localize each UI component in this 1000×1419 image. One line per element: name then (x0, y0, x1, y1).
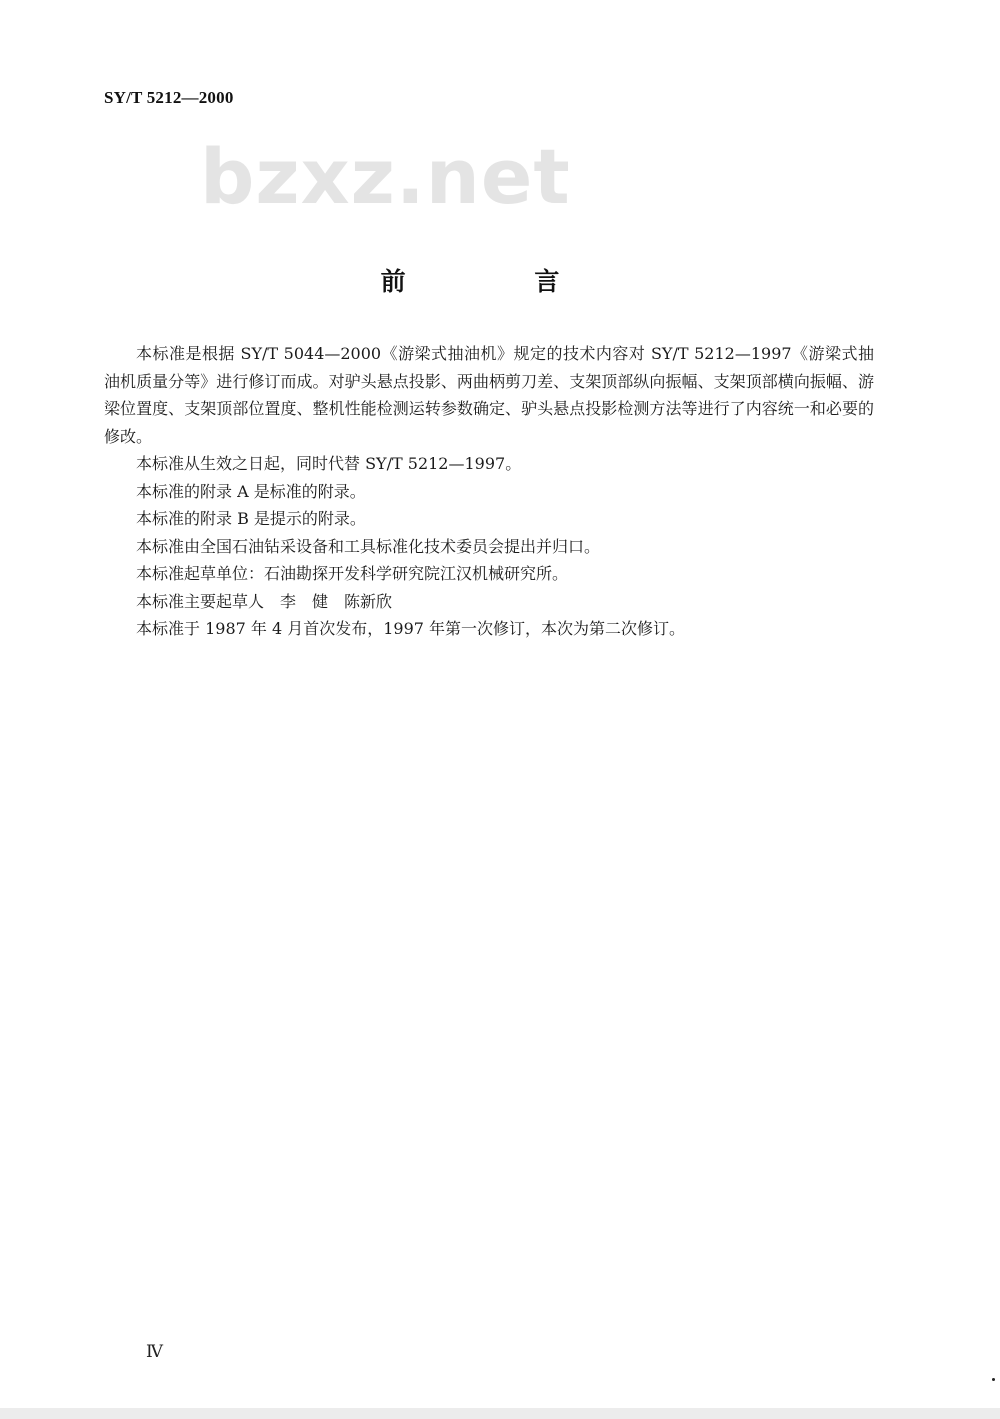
paragraph-appendix-b: 本标准的附录 B 是提示的附录。 (136, 509, 366, 528)
foreword-body (104, 340, 874, 643)
scan-bottom-edge (0, 1408, 1000, 1419)
paragraph-history: 本标准于 1987 年 4 月首次发布，1997 年第一次修订，本次为第二次修订。 (136, 619, 686, 638)
paragraph-drafting-unit: 本标准起草单位：石油勘探开发科学研究院江汉机械研究所。 (136, 564, 569, 583)
standard-code: SY/T 5212—2000 (104, 88, 234, 107)
paragraph-proposer: 本标准由全国石油钻采设备和工具标准化技术委员会提出并归口。 (136, 536, 601, 556)
paragraph-effective-date: 本标准从生效之日起，同时代替 SY/T 5212—1997。 (136, 454, 522, 473)
paragraph-drafters: 本标准主要起草人 李 健 陈新欣 (136, 591, 393, 611)
page-title: 前 言 (380, 267, 620, 296)
paragraph-revision-basis: 本标准是根据 SY/T 5044—2000《游梁式抽油机》规定的技术内容对 SY/T 5212—1997《游梁式抽油机质量分等》进行修订而成。对驴头悬点投影、两曲柄剪刀差、支架顶部纵向振幅、支架顶部横向振幅、游梁位置度、支架顶部位置度、整机性能检测运转参数确定、驴头悬点投影检测方法等进行了内容统一和必要的修改。 (104, 344, 874, 446)
watermark-text: bzxz.net (200, 132, 571, 221)
paragraph-appendix-a: 本标准的附录 A 是标准的附录。 (136, 481, 366, 501)
scan-speck (992, 1378, 995, 1381)
page-number: Ⅳ (146, 1342, 163, 1361)
